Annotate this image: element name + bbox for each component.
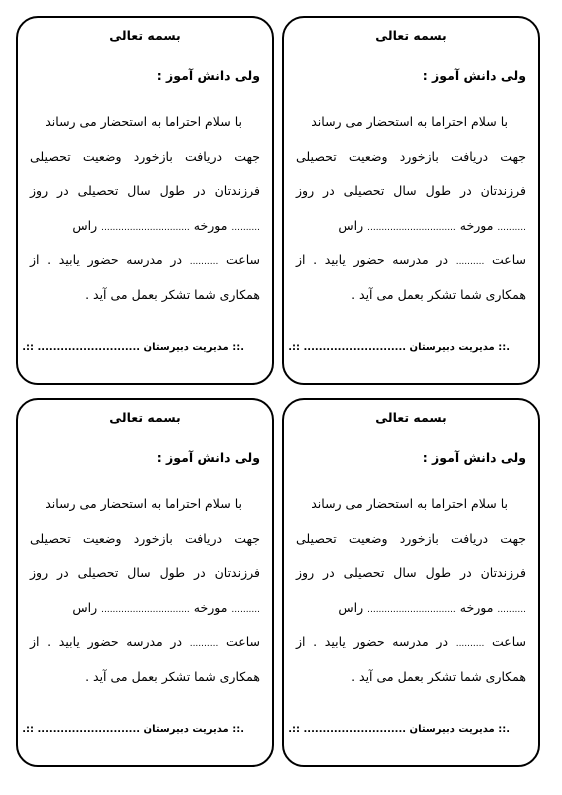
school-signature: .:: مدیریت دبیرستان ........................... ::.	[288, 342, 510, 353]
attendance-text: در مدرسه حضور یابید . از	[296, 252, 449, 267]
body-line-5	[30, 634, 260, 649]
time-blank: ..........	[189, 639, 219, 649]
time-blank: ..........	[189, 257, 219, 267]
date-blank: ..........	[497, 223, 526, 233]
date-blank: ..........	[231, 605, 260, 615]
attendance-text: در مدرسه حضور یابید . از	[30, 252, 183, 267]
card-title: بسمه تعالی	[375, 410, 447, 425]
school-signature: .:: مدیریت دبیرستان ........................... ::.	[288, 724, 510, 735]
school-signature: .:: مدیریت دبیرستان ........................... ::.	[22, 342, 244, 353]
body-line-6: همکاری شما تشکر بعمل می آید .	[351, 669, 526, 684]
body-line-3: فرزندتان در طول سال تحصیلی در روز	[30, 183, 260, 198]
date-label: مورخه	[193, 600, 228, 615]
body-line-4	[30, 600, 260, 615]
card-greeting: ولی دانش آموز :	[156, 450, 260, 465]
time-blank: ..........	[455, 257, 485, 267]
invitation-card-bottom-right	[282, 398, 540, 767]
card-title: بسمه تعالی	[375, 28, 447, 43]
body-line-1: با سلام احتراما به استحضار می رساند	[311, 496, 508, 511]
invitation-card-top-right	[282, 16, 540, 385]
attendance-text: در مدرسه حضور یابید . از	[30, 634, 183, 649]
date-blank: ..........	[497, 605, 526, 615]
body-line-4	[30, 218, 260, 233]
card-greeting: ولی دانش آموز :	[422, 450, 526, 465]
body-line-2: جهت دریافت بازخورد وضعیت تحصیلی	[296, 531, 526, 546]
date-label: مورخه	[459, 600, 494, 615]
day-blank: ...............................	[101, 223, 190, 233]
card-greeting: ولی دانش آموز :	[422, 68, 526, 83]
time-blank: ..........	[455, 639, 485, 649]
day-blank: ...............................	[367, 223, 456, 233]
invitation-card-bottom-left	[16, 398, 274, 767]
invitation-card-top-left	[16, 16, 274, 385]
time-prefix-label: راس	[72, 600, 98, 615]
body-line-2: جهت دریافت بازخورد وضعیت تحصیلی	[30, 531, 260, 546]
body-line-5	[296, 634, 526, 649]
body-line-6: همکاری شما تشکر بعمل می آید .	[85, 669, 260, 684]
body-line-6: همکاری شما تشکر بعمل می آید .	[85, 287, 260, 302]
day-blank: ...............................	[367, 605, 456, 615]
time-prefix-label: راس	[338, 600, 364, 615]
date-label: مورخه	[459, 218, 494, 233]
time-label: ساعت	[491, 252, 526, 267]
time-label: ساعت	[491, 634, 526, 649]
date-label: مورخه	[193, 218, 228, 233]
body-line-5	[30, 252, 260, 267]
time-label: ساعت	[225, 252, 260, 267]
card-title: بسمه تعالی	[109, 28, 181, 43]
body-line-1: با سلام احتراما به استحضار می رساند	[45, 496, 242, 511]
school-signature: .:: مدیریت دبیرستان ........................... ::.	[22, 724, 244, 735]
body-line-3: فرزندتان در طول سال تحصیلی در روز	[296, 565, 526, 580]
body-line-2: جهت دریافت بازخورد وضعیت تحصیلی	[30, 149, 260, 164]
card-title: بسمه تعالی	[109, 410, 181, 425]
card-greeting: ولی دانش آموز :	[156, 68, 260, 83]
body-line-6: همکاری شما تشکر بعمل می آید .	[351, 287, 526, 302]
day-blank: ...............................	[101, 605, 190, 615]
body-line-1: با سلام احتراما به استحضار می رساند	[311, 114, 508, 129]
body-line-2: جهت دریافت بازخورد وضعیت تحصیلی	[296, 149, 526, 164]
body-line-4	[296, 600, 526, 615]
time-prefix-label: راس	[338, 218, 364, 233]
date-blank: ..........	[231, 223, 260, 233]
time-label: ساعت	[225, 634, 260, 649]
body-line-3: فرزندتان در طول سال تحصیلی در روز	[30, 565, 260, 580]
body-line-4	[296, 218, 526, 233]
body-line-1: با سلام احتراما به استحضار می رساند	[45, 114, 242, 129]
body-line-5	[296, 252, 526, 267]
attendance-text: در مدرسه حضور یابید . از	[296, 634, 449, 649]
time-prefix-label: راس	[72, 218, 98, 233]
body-line-3: فرزندتان در طول سال تحصیلی در روز	[296, 183, 526, 198]
